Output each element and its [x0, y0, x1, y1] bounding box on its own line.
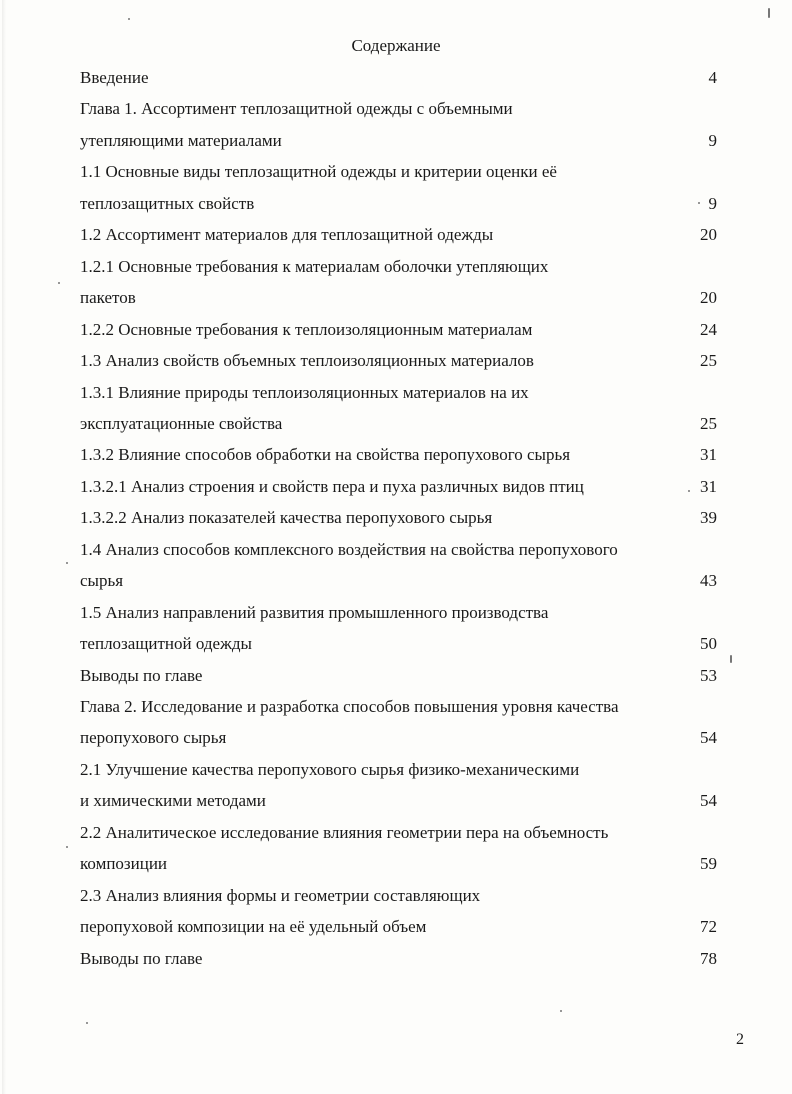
toc-entry-text: 1.2.1 Основные требования к материалам оболочки утепляющих [80, 257, 549, 276]
scan-speck [66, 562, 68, 564]
toc-entry-text: 1.2.2 Основные требования к теплоизоляционным материалам [80, 320, 533, 339]
toc-entry-page: 59 [700, 854, 717, 873]
toc-entry-text: теплозащитной одежды [80, 634, 252, 653]
toc-entry-text: Выводы по главе [80, 949, 203, 968]
toc-entry-page: 54 [700, 728, 717, 747]
toc-entry-page: 25 [700, 414, 717, 433]
toc-entry-page: 9 [708, 131, 717, 150]
toc-entry-text: 2.2 Аналитическое исследование влияния геометрии пера на объемность [80, 823, 609, 842]
toc-entry-text: и химическими методами [80, 791, 266, 810]
toc-entry-page: 4 [708, 68, 717, 87]
scan-speck [768, 8, 770, 18]
toc-entry-text: 2.1 Улучшение качества перопухового сырья физико-механическими [80, 760, 580, 779]
scan-speck [128, 18, 130, 20]
toc-entry-text: 1.3.1 Влияние природы теплоизоляционных материалов на их [80, 383, 529, 402]
toc-entry-page: 53 [700, 666, 717, 685]
toc-entry-page: 31 [700, 477, 717, 496]
page-title: Содержание [351, 36, 441, 55]
toc-entry-text: 1.1 Основные виды теплозащитной одежды и критерии оценки её [80, 162, 557, 181]
toc-entry-text: 1.2 Ассортимент материалов для теплозащитной одежды [80, 225, 494, 244]
toc-entry-text: 1.3.2 Влияние способов обработки на свойства перопухового сырья [80, 445, 571, 464]
toc-entry-page: 50 [700, 634, 717, 653]
toc-entry-text: 2.3 Анализ влияния формы и геометрии составляющих [80, 886, 481, 905]
toc-entry-text: 1.3.2.2 Анализ показателей качества перопухового сырья [80, 508, 493, 527]
scan-speck [66, 846, 68, 848]
toc-entry-text: теплозащитных свойств [80, 194, 255, 213]
toc-entry-text: эксплуатационные свойства [80, 414, 283, 433]
scan-speck [58, 282, 60, 284]
scan-speck [730, 655, 732, 663]
scan-edge-shadow [2, 0, 6, 1094]
toc-entry-text: перопуховой композиции на её удельный объем [80, 917, 427, 936]
toc-entry-text: 1.5 Анализ направлений развития промышленного производства [80, 603, 549, 622]
toc-entry-text: 1.3.2.1 Анализ строения и свойств пера и пуха различных видов птиц [80, 477, 584, 496]
toc-entry-page: 39 [700, 508, 717, 527]
toc-entry-page: 20 [700, 225, 717, 244]
toc-entry-page: 54 [700, 791, 717, 810]
scan-speck [86, 1022, 88, 1024]
toc-entry-text: перопухового сырья [80, 728, 227, 747]
toc-entry-text: Введение [80, 68, 149, 87]
toc-entry-text: Выводы по главе [80, 666, 203, 685]
scan-speck [698, 202, 700, 204]
toc-entry-page: 31 [700, 445, 717, 464]
scan-speck [560, 1010, 562, 1012]
toc-entry-text: Глава 1. Ассортимент теплозащитной одежды с объемными [80, 99, 513, 118]
toc-entry-page: 9 [708, 194, 717, 213]
toc-entry-text: Глава 2. Исследование и разработка способов повышения уровня качества [80, 697, 619, 716]
toc-entry-text: 1.4 Анализ способов комплексного воздействия на свойства перопухового [80, 540, 618, 559]
toc-entry-page: 78 [700, 949, 717, 968]
toc-entry-text: сырья [80, 571, 124, 590]
toc-entry-page: 24 [700, 320, 717, 339]
toc-entry-text: утепляющими материалами [80, 131, 282, 150]
toc-entry-text: 1.3 Анализ свойств объемных теплоизоляционных материалов [80, 351, 534, 370]
toc-entry-page: 25 [700, 351, 717, 370]
page-number: 2 [736, 1031, 744, 1048]
toc-entry-text: пакетов [80, 288, 136, 307]
toc-entry-page: 72 [700, 917, 717, 936]
scan-speck [688, 490, 690, 492]
toc-entry-text: композиции [80, 854, 168, 873]
toc-entry-page: 43 [700, 571, 717, 590]
toc-entry-page: 20 [700, 288, 717, 307]
